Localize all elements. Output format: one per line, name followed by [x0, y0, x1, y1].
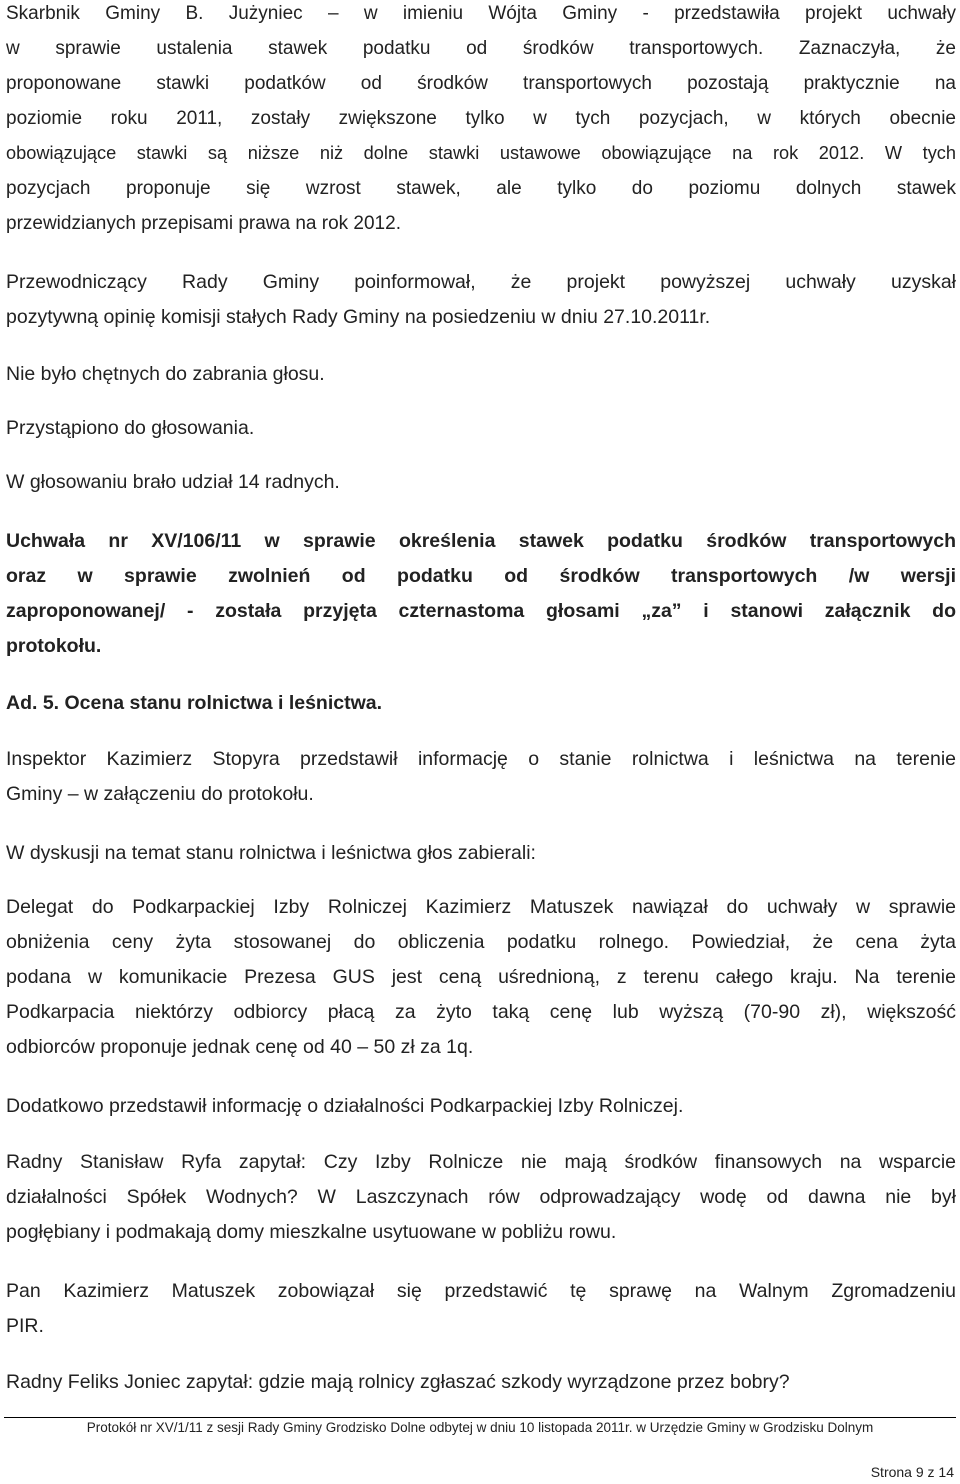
paragraph-joniec-question: Radny Feliks Joniec zapytał: gdzie mają rolnicy zgłaszać szkody wyrządzone przez bobry?: [6, 1371, 790, 1393]
text-line: pogłębiany i podmakają domy mieszkalne usytuowane w pobliżu rowu.: [6, 1221, 617, 1243]
paragraph-additional-info: Dodatkowo przedstawił informację o działalności Podkarpackiej Izby Rolniczej.: [6, 1095, 684, 1117]
paragraph-treasurer-report: [6, 0, 956, 241]
text-line: oraz w sprawie zwolnień od podatku od środków transportowych /w wersji: [6, 565, 956, 587]
text-line: Skarbnik Gminy B. Jużyniec – w imieniu Wójta Gminy - przedstawiła projekt uchwały: [6, 3, 956, 24]
text-line: Inspektor Kazimierz Stopyra przedstawił informację o stanie rolnictwa i leśnictwa na terenie: [6, 748, 956, 770]
text-line: Delegat do Podkarpackiej Izby Rolniczej Kazimierz Matuszek nawiązał do uchwały w sprawie: [6, 896, 956, 918]
paragraph-no-speakers: Nie było chętnych do zabrania głosu.: [6, 363, 325, 385]
text-line: w sprawie ustalenia stawek podatku od środków transportowych. Zaznaczyła, że: [6, 38, 956, 59]
paragraph-voting-start: Przystąpiono do głosowania.: [6, 417, 255, 439]
text-line: podana w komunikacie Prezesa GUS jest ceną uśrednioną, z terenu całego kraju. Na terenie: [6, 966, 956, 988]
resolution-statement: [6, 524, 956, 664]
section-heading: Ad. 5. Ocena stanu rolnictwa i leśnictwa.: [6, 692, 383, 714]
text-line: przewidzianych przepisami prawa na rok 2012.: [6, 213, 401, 234]
text-line: Radny Stanisław Ryfa zapytał: Czy Izby Rolnicze nie mają środków finansowych na wsparcie: [6, 1151, 956, 1173]
text-line: działalności Spółek Wodnych? W Laszczynach rów odprowadzający wodę od dawna nie był: [6, 1186, 956, 1208]
text-line: proponowane stawki podatków od środków transportowych pozostają praktycznie na: [6, 73, 956, 94]
text-line: protokołu.: [6, 635, 102, 657]
paragraph-discussion-intro: W dyskusji na temat stanu rolnictwa i leśnictwa głos zabierali:: [6, 842, 536, 864]
text-line: Uchwała nr XV/106/11 w sprawie określenia stawek podatku środków transportowych: [6, 530, 956, 552]
paragraph-delegate-statement: [6, 890, 956, 1065]
text-line: zaproponowanej/ - została przyjęta czternastoma głosami „za” i stanowi załącznik do: [6, 600, 956, 622]
text-line: odbiorców proponuje jednak cenę od 40 – 50 zł za 1q.: [6, 1036, 474, 1058]
paragraph-chairman-info: [6, 265, 956, 335]
text-line: Pan Kazimierz Matuszek zobowiązał się przedstawić tę sprawę na Walnym Zgromadzeniu: [6, 1280, 956, 1302]
text-line: poziomie roku 2011, zostały zwiększone tylko w tych pozycjach, w których obecnie: [6, 108, 956, 129]
text-line: pozycjach proponuje się wzrost stawek, ale tylko do poziomu dolnych stawek: [6, 178, 956, 199]
footer-text: Protokół nr XV/1/11 z sesji Rady Gminy Grodzisko Dolne odbytej w dniu 10 listopada 2011r. w Urzędzie Gminy w Grodzisku Dolnym: [86, 1420, 874, 1435]
page-number: Strona 9 z 14: [870, 1464, 954, 1480]
paragraph-voting-count: W głosowaniu brało udział 14 radnych.: [6, 471, 340, 493]
text-line: obniżenia ceny żyta stosowanej do obliczenia podatku rolnego. Powiedział, że cena żyta: [6, 931, 956, 953]
text-line: pozytywną opinię komisji stałych Rady Gminy na posiedzeniu w dniu 27.10.2011r.: [6, 306, 711, 328]
text-line: PIR.: [6, 1315, 44, 1337]
text-line: obowiązujące stawki są niższe niż dolne stawki ustawowe obowiązujące na rok 2012. W tych: [6, 143, 956, 163]
text-line: Podkarpacia niektórzy odbiorcy płacą za żyto taką cenę lub wyższą (70-90 zł), większość: [6, 1001, 956, 1023]
text-line: Gminy – w załączeniu do protokołu.: [6, 783, 314, 805]
paragraph-ryfa-question: [6, 1145, 956, 1250]
paragraph-inspector-report: [6, 742, 956, 812]
paragraph-matuszek-commitment: [6, 1274, 956, 1344]
text-line: Przewodniczący Rady Gminy poinformował, że projekt powyższej uchwały uzyskał: [6, 271, 956, 293]
